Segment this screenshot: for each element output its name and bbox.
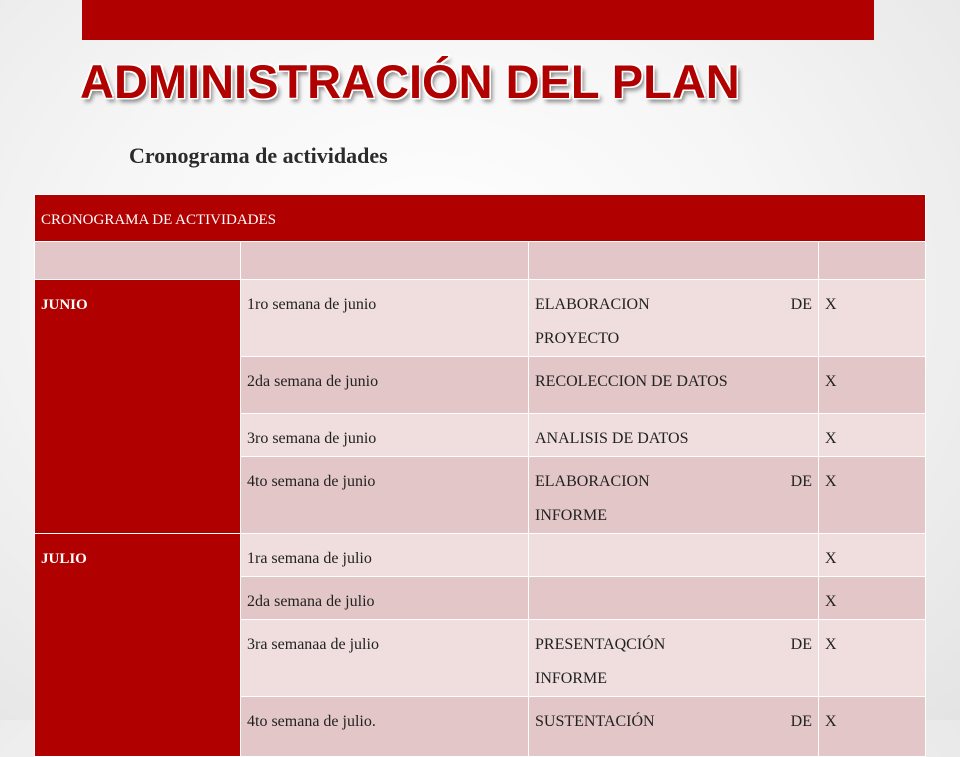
top-accent-bar	[82, 0, 874, 40]
slide-title: ADMINISTRACIÓN DEL PLAN	[80, 55, 740, 108]
activity-cell	[529, 577, 819, 620]
activity-cell	[529, 697, 819, 757]
mark-cell: X	[819, 534, 926, 577]
table-header: CRONOGRAMA DE ACTIVIDADES	[35, 195, 926, 242]
activity-line: SUSTENTACIÓN DE	[535, 713, 812, 730]
mark-cell: X	[819, 577, 926, 620]
mark-cell: X	[819, 697, 926, 757]
table-cell	[819, 242, 926, 280]
activity-cell	[529, 620, 819, 697]
week-cell: 3ro semana de junio	[241, 414, 529, 457]
activity-line: PROYECTO	[535, 330, 620, 347]
mark-cell: X	[819, 357, 926, 414]
activity-line: INFORME	[535, 507, 608, 524]
week-cell: 1ro semana de junio	[241, 280, 529, 357]
mark-cell: X	[819, 414, 926, 457]
month-cell-junio: JUNIO	[35, 280, 241, 534]
schedule-table	[34, 194, 926, 757]
table-cell	[35, 242, 241, 280]
activity-line: PRESENTAQCIÓN DE	[535, 636, 812, 653]
activity-cell: ANALISIS DE DATOS	[529, 414, 819, 457]
activity-line: INFORME	[535, 670, 608, 687]
activity-line: ELABORACION DE	[535, 473, 812, 490]
activity-cell	[529, 534, 819, 577]
table-cell	[529, 242, 819, 280]
month-cell-julio: JULIO	[35, 534, 241, 757]
week-cell: 3ra semanaa de julio	[241, 620, 529, 697]
table-blank-row	[35, 242, 926, 280]
activity-cell	[529, 280, 819, 357]
week-cell: 4to semana de julio.	[241, 697, 529, 757]
week-cell: 1ra semana de julio	[241, 534, 529, 577]
activity-cell	[529, 457, 819, 534]
week-cell: 2da semana de julio	[241, 577, 529, 620]
week-cell: 4to semana de junio	[241, 457, 529, 534]
mark-cell: X	[819, 457, 926, 534]
slide-subtitle: Cronograma de actividades	[129, 143, 388, 168]
mark-cell: X	[819, 620, 926, 697]
activity-cell: RECOLECCION DE DATOS	[529, 357, 819, 414]
mark-cell: X	[819, 280, 926, 357]
table-cell	[241, 242, 529, 280]
week-cell: 2da semana de junio	[241, 357, 529, 414]
table-row	[35, 280, 926, 357]
activity-line: ELABORACION DE	[535, 296, 812, 313]
table-row	[35, 534, 926, 577]
table-header-row	[35, 195, 926, 242]
